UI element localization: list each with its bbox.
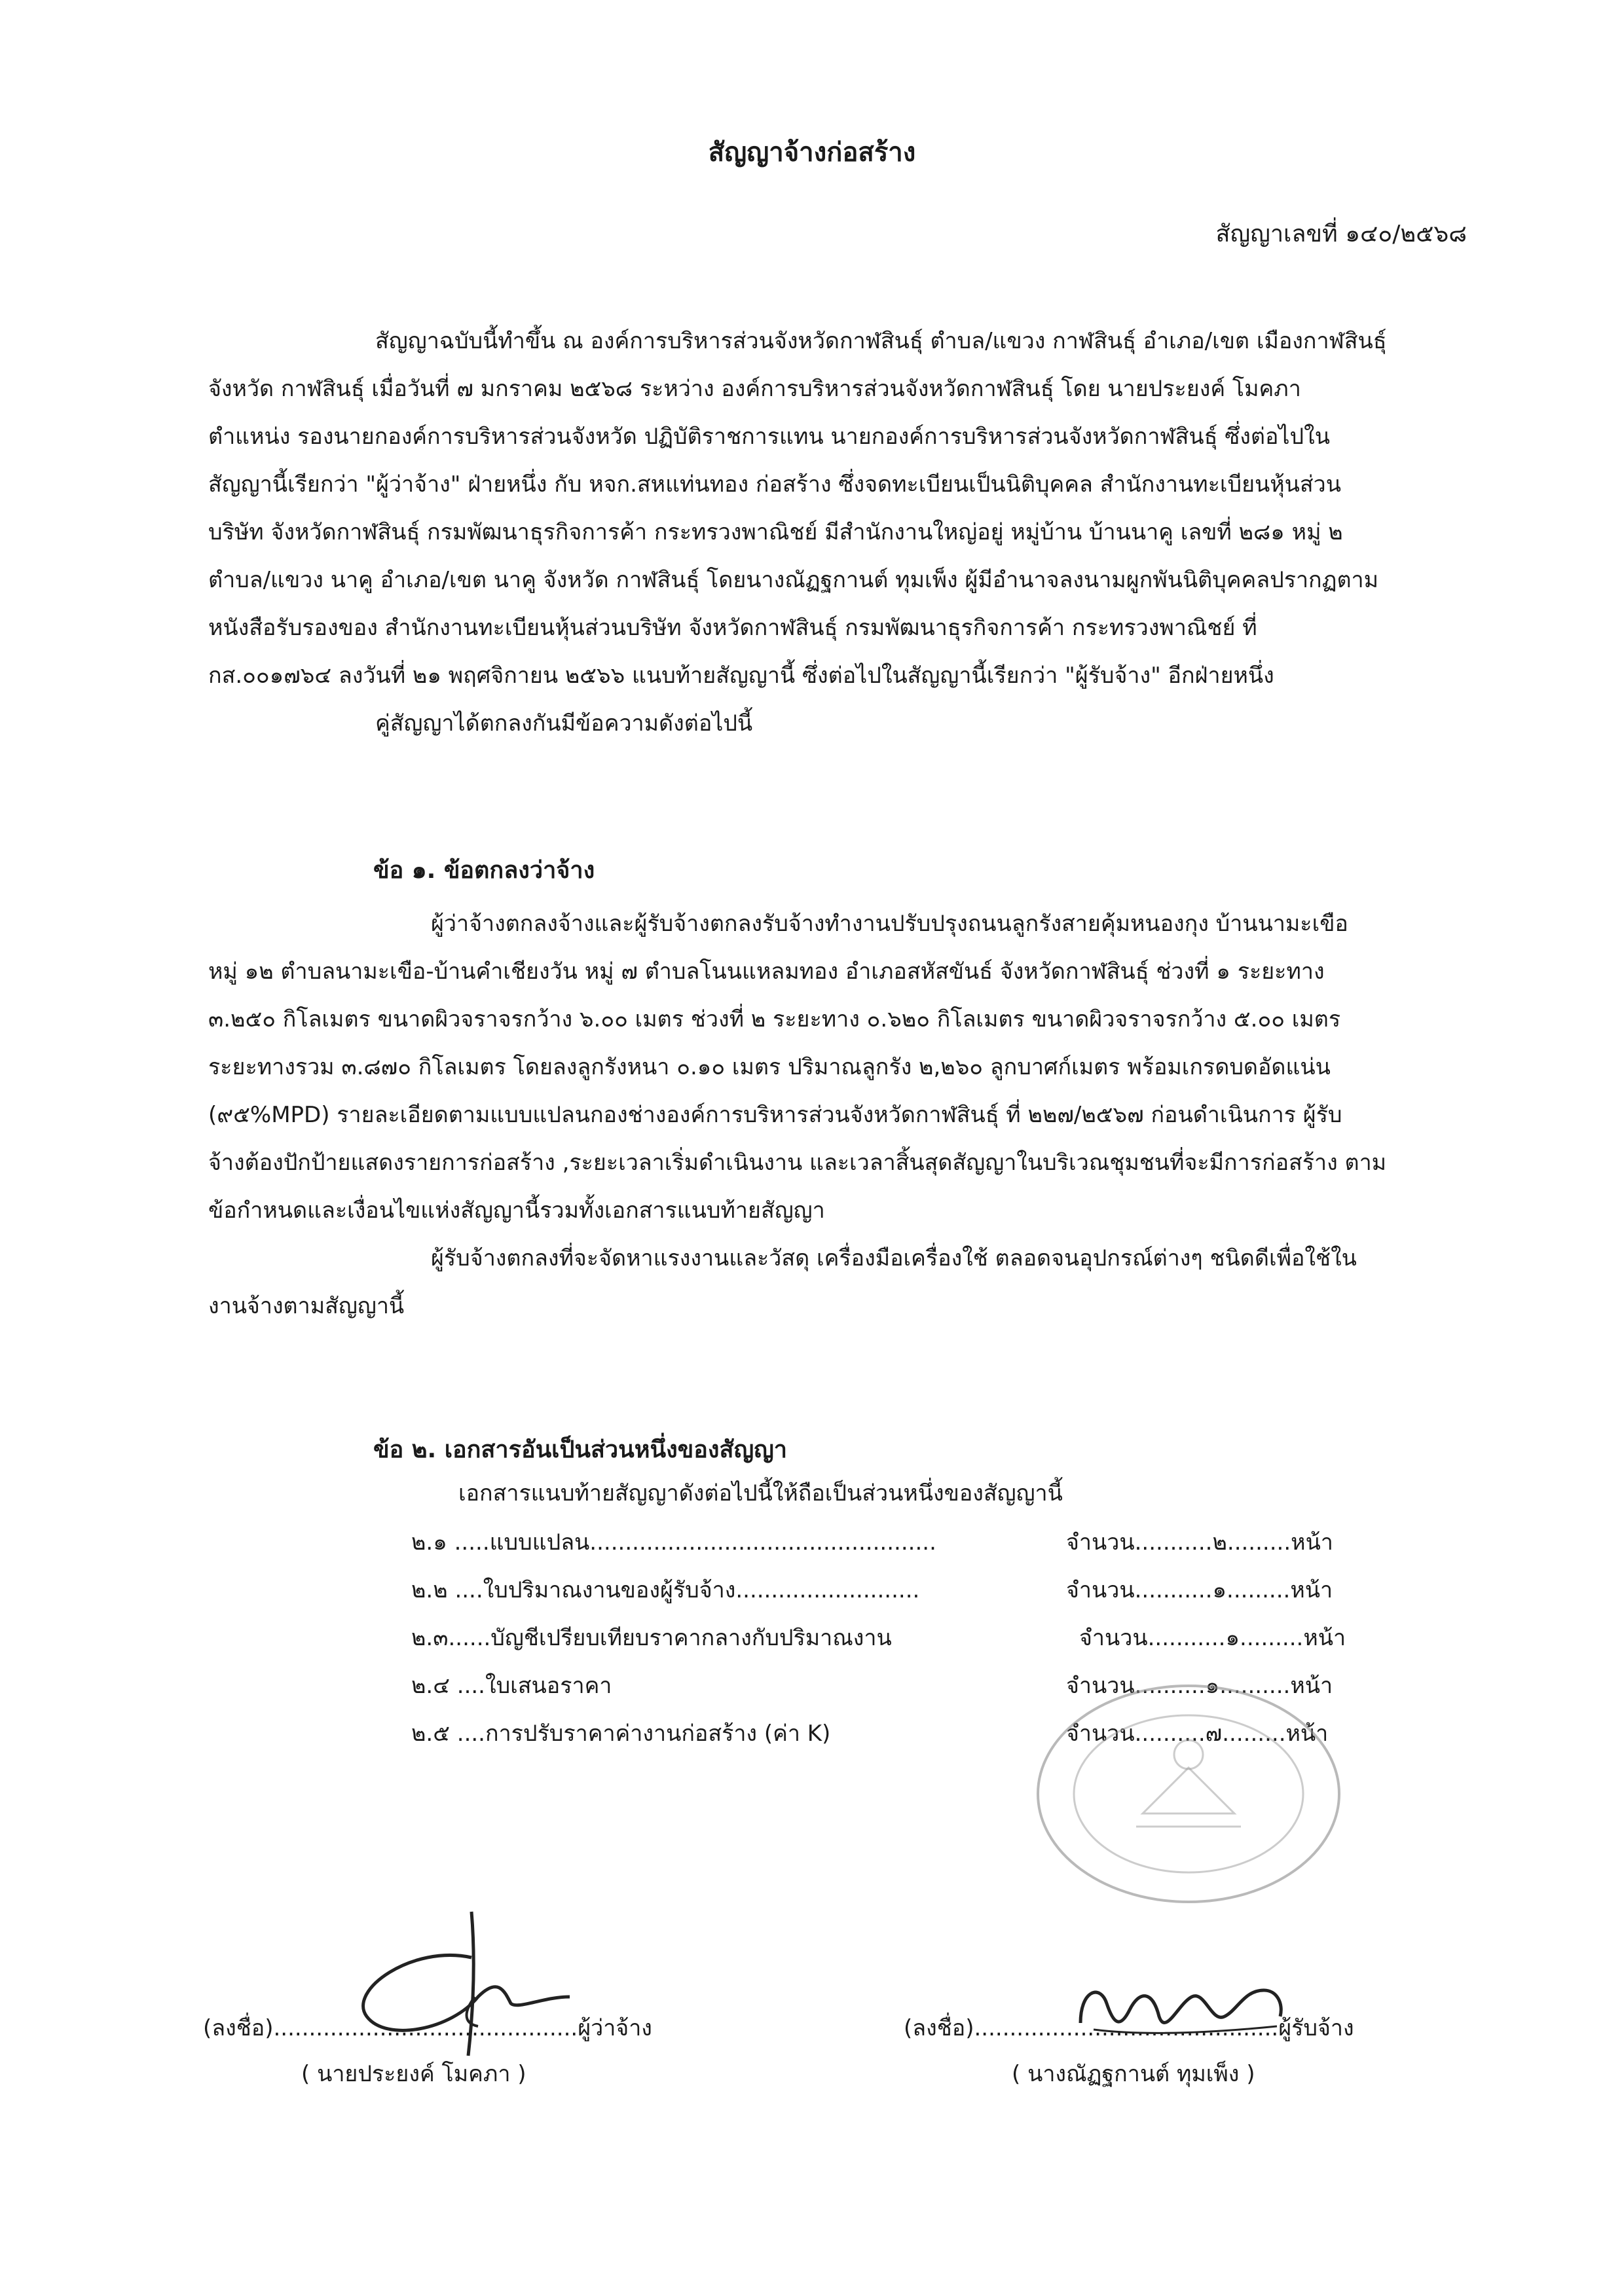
clause-1-line: ข้อกำหนดและเงื่อนไขแห่งสัญญานี้รวมทั้งเอกสารแนบท้ายสัญญา [208, 1197, 825, 1224]
agreement-line: คู่สัญญาได้ตกลงกันมีข้อความดังต่อไปนี้ [375, 710, 753, 737]
contractor-name: ( นางณัฏฐกานต์ ทุมเพ็ง ) [1012, 2061, 1255, 2087]
attachment-row [411, 1519, 1367, 1567]
clause-1-body [208, 900, 1426, 1330]
attachment-count: จำนวน...........๑.........หน้า [1079, 1625, 1346, 1651]
preamble-line: จังหวัด กาฬสินธุ์ เมื่อวันที่ ๗ มกราคม ๒๕๖๘ ระหว่าง องค์การบริหารส่วนจังหวัดกาฬสินธุ์ โดย นายประยงค์ โมคภา [208, 376, 1301, 402]
signature-area [0, 1977, 1624, 2147]
clause-1-line: (๙๕%MPD) รายละเอียดตามแบบแปลนกองช่างองค์การบริหารส่วนจังหวัดกาฬสินธุ์ ที่ ๒๒๗/๒๕๖๗ ก่อนดำเนินการ ผู้รับ [208, 1102, 1342, 1128]
preamble-line: ตำแหน่ง รองนายกองค์การบริหารส่วนจังหวัด ปฏิบัติราชการแทน นายกองค์การบริหารส่วนจังหวัดกาฬสินธุ์ ซึ่งต่อไปใน [208, 424, 1330, 450]
preamble-line: บริษัท จังหวัดกาฬสินธุ์ กรมพัฒนาธุรกิจการค้า กระทรวงพาณิชย์ มีสำนักงานใหญ่อยู่ หมู่บ้าน บ้านนาคู เลขที่ ๒๘๑ หมู่ ๒ [208, 519, 1343, 545]
employer-name: ( นายประยงค์ โมคภา ) [301, 2061, 526, 2087]
attachment-count: จำนวน...........๑.........หน้า [1066, 1577, 1333, 1603]
preamble-line: กส.๐๐๑๗๖๔ ลงวันที่ ๒๑ พฤศจิกายน ๒๕๖๖ แนบท้ายสัญญานี้ ซึ่งต่อไปในสัญญานี้เรียกว่า "ผู้รับจ้าง" อีกฝ่ายหนึ่ง [208, 663, 1274, 689]
attachments-intro-text: เอกสารแนบท้ายสัญญาดังต่อไปนี้ให้ถือเป็นส่วนหนึ่งของสัญญานี้ [458, 1480, 1063, 1506]
employer-signature-line: (ลงชื่อ)...........................................ผู้ว่าจ้าง [203, 2015, 652, 2041]
attachment-count: จำนวน..........๑..........หน้า [1066, 1673, 1333, 1699]
employer-signature [308, 1899, 583, 2069]
clause-1-line: หมู่ ๑๒ ตำบลนามะเขือ-บ้านคำเชียงวัน หมู่ ๗ ตำบลโนนแหลมทอง อำเภอสหัสขันธ์ จังหวัดกาฬสินธุ์ ช่วงที่ ๑ ระยะทาง [208, 958, 1325, 985]
preamble-line: สัญญาฉบับนี้ทำขึ้น ณ องค์การบริหารส่วนจังหวัดกาฬสินธุ์ ตำบล/แขวง กาฬสินธุ์ อำเภอ/เขต เมืองกาฬสินธุ์ [375, 328, 1387, 354]
preamble-line: หนังสือรับรองของ สำนักงานทะเบียนหุ้นส่วนบริษัท จังหวัดกาฬสินธุ์ กรมพัฒนาธุรกิจการค้า กระทรวงพาณิชย์ ที่ [208, 615, 1257, 641]
document-title: สัญญาจ้างก่อสร้าง [708, 137, 916, 168]
attachment-count: จำนวน...........๒.........หน้า [1066, 1529, 1333, 1556]
clause-1-line: ผู้รับจ้างตกลงที่จะจัดหาแรงงานและวัสดุ เครื่องมือเครื่องใช้ ตลอดจนอุปกรณ์ต่างๆ ชนิดดีเพื่อใช้ใน [431, 1245, 1357, 1271]
attachment-row [411, 1567, 1367, 1614]
attachments-list [458, 1470, 1414, 1518]
preamble-line: ตำบล/แขวง นาคู อำเภอ/เขต นาคู จังหวัด กาฬสินธุ์ โดยนางณัฏฐกานต์ ทุมเพ็ง ผู้มีอำนาจลงนามผูกพันนิติบุคคลปรากฏตาม [208, 567, 1379, 593]
attachment-name: ๒.๒ ....ใบปริมาณงานของผู้รับจ้าง.......................... [411, 1577, 920, 1603]
attachment-name: ๒.๑ .....แบบแปลน................................................. [411, 1529, 936, 1556]
contractor-signature-line: (ลงชื่อ)...........................................ผู้รับจ้าง [904, 2015, 1354, 2041]
clause-2-heading: ข้อ ๒. เอกสารอันเป็นส่วนหนึ่งของสัญญา [373, 1436, 788, 1463]
attachment-name: ๒.๔ ....ใบเสนอราคา [411, 1673, 612, 1699]
clause-1-line: งานจ้างตามสัญญานี้ [208, 1293, 405, 1319]
preamble [208, 318, 1426, 748]
attachment-name: ๒.๓......บัญชีเปรียบเทียบราคากลางกับปริมาณงาน [411, 1625, 892, 1651]
attachment-name: ๒.๕ ....การปรับราคาค่างานก่อสร้าง (ค่า K) [411, 1721, 831, 1747]
clause-1-line: ระยะทางรวม ๓.๘๗๐ กิโลเมตร โดยลงลูกรังหนา ๐.๑๐ เมตร ปริมาณลูกรัง ๒,๒๖๐ ลูกบาศก์เมตร พร้อมเกรดบดอัดแน่น [208, 1054, 1331, 1080]
attachment-count: จำนวน..........๗.........หน้า [1066, 1721, 1329, 1747]
clause-1-line: ๓.๒๕๐ กิโลเมตร ขนาดผิวจราจรกว้าง ๖.๐๐ เมตร ช่วงที่ ๒ ระยะทาง ๐.๖๒๐ กิโลเมตร ขนาดผิวจราจรกว้าง ๕.๐๐ เมตร [208, 1006, 1341, 1032]
contract-number: สัญญาเลขที่ ๑๔๐/๒๕๖๘ [1215, 221, 1467, 247]
attachments-intro [458, 1470, 1414, 1518]
preamble-line: สัญญานี้เรียกว่า "ผู้ว่าจ้าง" ฝ่ายหนึ่ง กับ หจก.สหแท่นทอง ก่อสร้าง ซึ่งจดทะเบียนเป็นนิติบุคคล สำนักงานทะเบียนหุ้นส่วน [208, 471, 1341, 498]
attachment-row [411, 1614, 1367, 1662]
company-stamp [1018, 1676, 1359, 1912]
contractor-signature [1067, 1964, 1290, 2056]
clause-1-heading: ข้อ ๑. ข้อตกลงว่าจ้าง [373, 857, 595, 884]
clause-1-line: ผู้ว่าจ้างตกลงจ้างและผู้รับจ้างตกลงรับจ้างทำงานปรับปรุงถนนลูกรังสายคุ้มหนองกุง บ้านนามะเขือ [431, 911, 1348, 937]
clause-1-line: จ้างต้องปักป้ายแสดงรายการก่อสร้าง ,ระยะเวลาเริ่มดำเนินงาน และเวลาสิ้นสุดสัญญาในบริเวณชุมชนที่จะมีการก่อสร้าง ตาม [208, 1150, 1387, 1176]
